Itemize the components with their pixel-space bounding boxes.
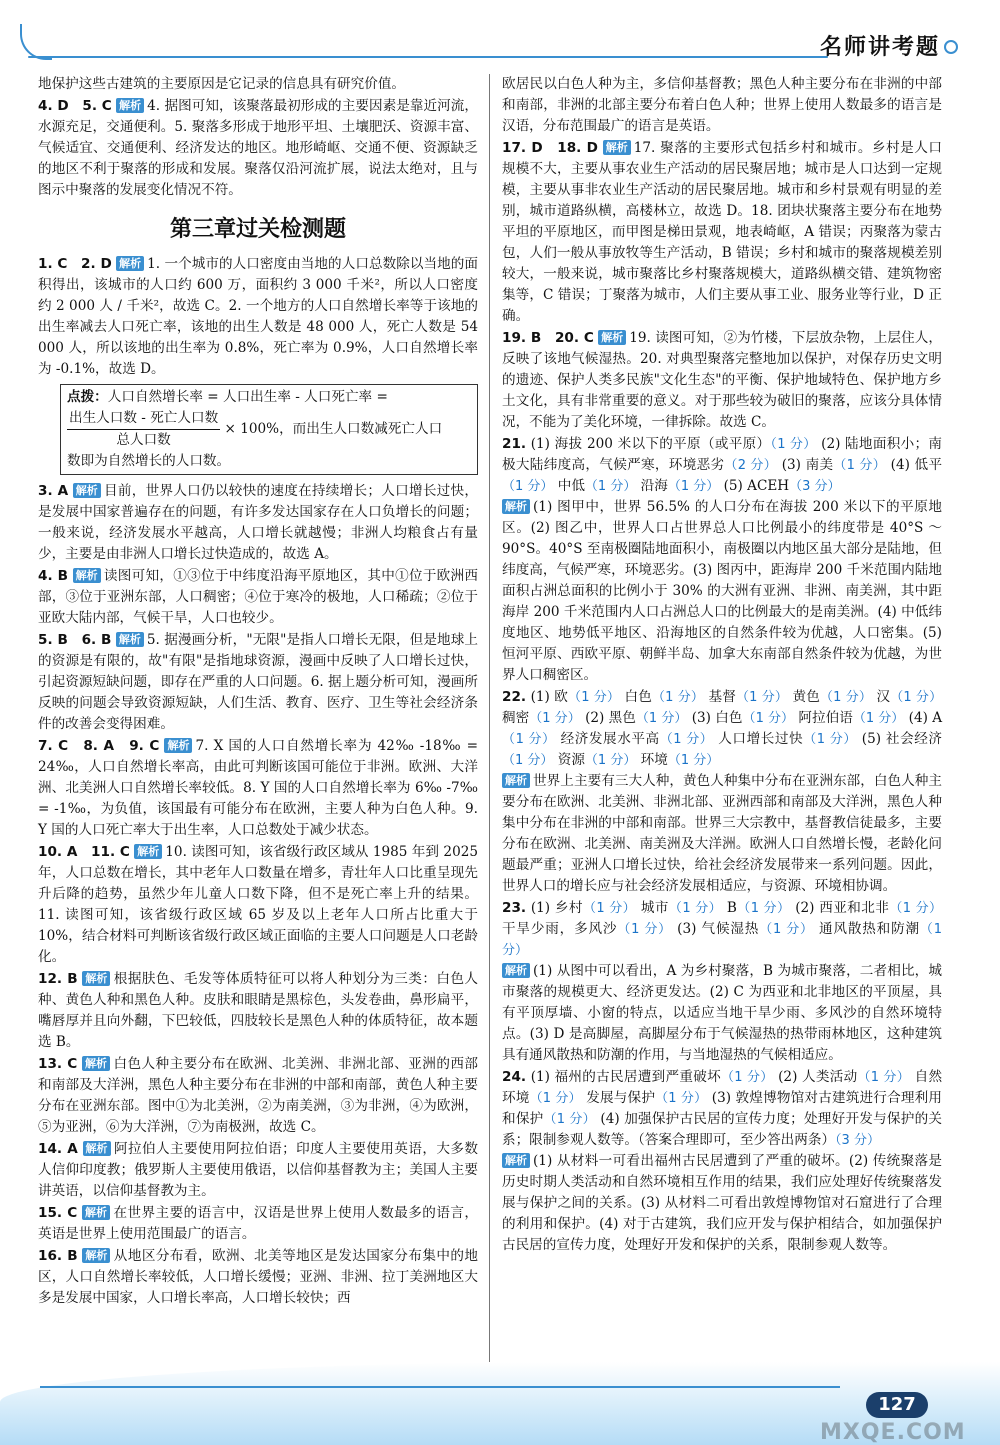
points: （1 分） <box>668 901 723 916</box>
points: （1 分） <box>655 1091 708 1106</box>
answer-text: 10. 读图可知，该省级行政区域从 1985 年到 2025 年，人口总数在增长，其中老年人口数量在增多，青壮年人口比重呈现先升后降的趋势，虽然少年儿童人口数下降，但不是死亡率上升的结果。11. 读图可知，该省级行政区域 65 岁及以上老年人口所占比重大于 10%，结合材料可判断该省级行政区域正面临的主要人口问题是人口老龄化。 <box>38 844 479 965</box>
analysis-tag: 解析 <box>603 140 631 155</box>
ans: (1) 欧 <box>530 689 569 705</box>
answer-19-20 <box>502 328 942 433</box>
points: （1 分） <box>667 479 720 494</box>
answer-4-5 <box>38 96 478 201</box>
analysis-tag: 解析 <box>502 963 530 978</box>
ans: (1) 海拔 200 米以下的平原（或平原） <box>530 436 771 452</box>
brand-title: 名师讲考题 <box>819 35 940 60</box>
ans: 阿拉伯语 <box>798 710 853 726</box>
points: （1 分） <box>667 753 720 768</box>
answer-number: 17. D 18. D <box>502 140 598 156</box>
ans: (2) 西亚和北非 <box>795 900 890 916</box>
ans: 汉 <box>876 689 891 705</box>
section-title: 第三章过关检测题 <box>169 217 346 242</box>
points: （1 分） <box>584 479 637 494</box>
right-intro: 欧居民以白色人种为主，多信仰基督教；黑色人种主要分布在非洲的中部和南部，非洲的北部主要分布着白色人种；世界上使用人数最多的语言是汉语，分布范围最广的语言是英语。 <box>502 76 942 134</box>
analysis-tag: 解析 <box>116 256 144 271</box>
points: （1 分） <box>721 1070 774 1085</box>
ans: 基督 <box>708 689 737 705</box>
analysis-tag: 解析 <box>82 1248 110 1263</box>
answer-13 <box>38 1054 478 1138</box>
analysis-tag: 解析 <box>598 330 626 345</box>
answer-4 <box>38 566 478 629</box>
header-rule <box>28 56 828 58</box>
tip-box <box>60 384 478 475</box>
answer-text: 白色人种主要分布在欧洲、北美洲、非洲北部、亚洲的西部和南部及大洋洲，黑色人种主要分布在非洲的中部和南部，黄色人种主要分布在亚洲东部。图中①为北美洲，②为南美洲，③为非洲，④为欧洲，⑤为亚洲，⑥为大洋洲，⑦为南极洲，故选 C。 <box>38 1056 478 1135</box>
answer-3 <box>38 481 478 565</box>
answer-number: 22. <box>502 689 527 705</box>
ans: (5) ACEH <box>723 478 790 494</box>
ans: 环境 <box>640 752 668 768</box>
points: （1 分） <box>617 922 672 937</box>
ans: 稠密 <box>502 710 530 726</box>
analysis-tag: 解析 <box>82 971 110 986</box>
footer-rule <box>40 1386 840 1388</box>
analysis-tag: 解析 <box>502 1153 530 1168</box>
ans: 城市 <box>640 900 669 916</box>
answer-16 <box>38 1246 478 1309</box>
answer-text: 根据肤色、毛发等体质特征可以将人种划分为三类：白色人种、黄色人种和黑色人种。皮肤和眼睛是黑棕色，头发卷曲，鼻形扁平，嘴唇厚并且向外翻，下巴较低，四肢较长是黑色人种的体质特征，故本题选 B。 <box>38 971 478 1050</box>
points: （1 分） <box>502 753 554 768</box>
answer-text: (1) 从材料一可看出福州古民居遭到了严重的破坏。(2) 传统聚落是历史时期人类活动和自然环境相互作用的结果，我们应处理好传统聚落发展与保护之间的关系。(3) 从材料二可看出敦煌博物馆对石窟进行了合理的利用和保护。(4) 对于古建筑，我们应开发与保护相结合，如加强保护古民居的宣传力度，处理好开发和保护的关系，限制参观人数等。 <box>502 1153 942 1253</box>
left-column <box>38 74 478 1310</box>
answer-number: 5. B 6. B <box>38 632 112 648</box>
tip-line1: 人口自然增长率 = 人口出生率 - 人口死亡率 = <box>107 389 388 405</box>
answer-text: (1) 从图中可以看出，A 为乡村聚落，B 为城市聚落，二者相比，城市聚落的规模更大、经济更发达。(2) C 为西亚和北非地区的平顶屋，具有平顶厚墙、小窗的特点，以适应当地干旱少雨、多风沙的自然环境特点。(3) D 是高脚屋，高脚屋分布于气候湿热的热带雨林地区，这种建筑具有通风散热和防潮的作用，与当地湿热的气候相适应。 <box>502 963 942 1063</box>
points: （1 分） <box>568 690 621 705</box>
points: （1 分） <box>736 901 791 916</box>
points: （3 分） <box>835 1133 880 1148</box>
answer-number: 4. B <box>38 568 68 584</box>
ans: 黄色 <box>792 689 820 705</box>
points: （1 分） <box>529 711 581 726</box>
page-footer <box>0 1362 1000 1445</box>
points: （1 分） <box>736 690 789 705</box>
answer-number: 19. B 20. C <box>502 330 594 346</box>
answer-number: 23. <box>502 900 527 916</box>
ans: (4) 低平 <box>890 457 943 473</box>
points: （1 分） <box>582 901 637 916</box>
page-number: 127 <box>866 1392 928 1418</box>
points: （1 分） <box>502 479 554 494</box>
points: （1 分） <box>584 753 637 768</box>
ans: 干旱少雨，多风沙 <box>502 921 618 937</box>
ans: (2) 黑色 <box>585 710 636 726</box>
answer-1-2 <box>38 254 478 380</box>
tip-after: × 100%，而出生人口数减死亡人口 <box>224 421 443 437</box>
answer-5-6 <box>38 630 478 735</box>
answer-21 <box>502 434 942 686</box>
ans: 白色 <box>624 689 653 705</box>
column-divider <box>489 74 490 1362</box>
answer-text: 世界上主要有三大人种，黄色人种集中分布在亚洲东部，白色人种主要分布在欧洲、北美洲、非洲北部、亚洲西部和南部及大洋洲，黑色人种集中分布在非洲的中部和南部。世界三大宗教中，基督教信徒最多，主要分布在欧洲、北美洲、南美洲及大洋洲。欧洲人口自然增长慢，老龄化问题最严重；亚洲人口增长过快，给社会经济发展带来一系列问题。因此，世界人口的增长应与社会经济发展相适应，与资源、环境相协调。 <box>502 773 942 894</box>
ans: 自然环境 <box>502 1069 943 1106</box>
points: （1 分） <box>890 690 943 705</box>
analysis-tag: 解析 <box>82 1205 110 1220</box>
answer-7-9 <box>38 736 478 841</box>
answer-14 <box>38 1139 478 1202</box>
ans: (4) 加强保护古民居的宣传力度；处理好开发与保护的关系；限制参观人数等。（答案合理即可，至少答出两条） <box>502 1111 943 1148</box>
points: （1 分） <box>770 437 817 452</box>
answer-number: 14. A <box>38 1141 78 1157</box>
ans: B <box>726 900 737 916</box>
points: （1 分） <box>889 901 943 916</box>
points: （1 分） <box>852 711 905 726</box>
analysis-tag: 解析 <box>83 1141 111 1156</box>
answer-text: 目前，世界人口仍以较快的速度在持续增长；人口增长过快，是发展中国家普遍存在的问题，有许多发达国家存在人口负增长的问题；一般来说，经济发展水平越高，人口增长就越慢；非洲人均粮食占有量少，主要是由非洲人口增长过快造成的，故选 A。 <box>38 483 478 562</box>
points: （1 分） <box>820 690 872 705</box>
ans: (2) 陆地面积小；南极大陆纬度高，气候严寒，环境恶劣 <box>502 436 942 473</box>
analysis-tag: 解析 <box>502 773 530 788</box>
ans: (5) 社会经济 <box>861 731 942 747</box>
points: （1 分） <box>635 711 688 726</box>
answer-text: 5. 据漫画分析，"无限"是指人口增长无限，但是地球上的资源是有限的，故"有限"是指地球资源，漫画中反映了人口增长过快，引起资源短缺问题，即存在严重的人口问题。6. 据上题分析可知，漫画所反映的问题会导致资源短缺，人们生活、教育、医疗、卫生等社会经济条件的改善会变得困难。 <box>38 632 479 732</box>
answer-text: 从地区分布看，欧洲、北美等地区是发达国家分布集中的地区，人口自然增长率较低，人口增长缓慢；亚洲、非洲、拉丁美洲地区大多是发展中国家，人口增长率高，人口增长较快；西 <box>38 1248 478 1306</box>
answer-number: 13. C <box>38 1056 78 1072</box>
ans: (3) 敦煌博物馆对古建筑进行合理利用和保护 <box>502 1090 943 1127</box>
answer-number: 7. C 8. A 9. C <box>38 738 160 754</box>
ans: 通风散热和防潮 <box>819 921 920 937</box>
ans: (4) A <box>908 710 943 726</box>
ans: (3) 白色 <box>691 710 743 726</box>
answer-number: 15. C <box>38 1205 78 1221</box>
answer-24 <box>502 1067 942 1256</box>
formula-fraction <box>67 408 220 451</box>
answer-number: 4. D 5. C <box>38 98 112 114</box>
answer-text: 4. 据图可知，该聚落最初形成的主要因素是靠近河流，水源充足，交通便利。5. 聚落多形成于地形平坦、土壤肥沃、资源丰富、气候适宜、交通便利、经济发达的地区。地形崎岖、交通不便、资源缺乏的地区不利于聚落的形成和发展。聚落仅沿河流扩展，说法太绝对，且与图示中聚落的发展变化情况不符。 <box>38 98 478 198</box>
ans: 发展与保护 <box>586 1090 656 1106</box>
points: （1 分） <box>502 732 556 747</box>
answer-number: 16. B <box>38 1248 78 1264</box>
analysis-tag: 解析 <box>502 499 530 514</box>
analysis-tag: 解析 <box>134 844 162 859</box>
answer-17-18 <box>502 138 942 327</box>
answer-10-11 <box>38 842 478 968</box>
points: （1 分） <box>502 922 942 958</box>
analysis-tag: 解析 <box>116 632 144 647</box>
header-curve-decoration <box>20 24 52 60</box>
ans: 中低 <box>557 478 585 494</box>
answer-text: (1) 图甲中，世界 56.5% 的人口分布在海拔 200 米以下的平原地区。(2) 图乙中，世界人口占世界总人口比例最小的纬度带是 40°S ～ 90°S。40°S 至南极圈陆地面积小，南极圈以内地区虽大部分是陆地，但纬度高，气候严寒，环境恶劣。(3) 图丙中，距海岸 200 千米范围内陆地面积占洲总面积的比例小于 30% 的大洲有亚洲、非洲、南美洲，其中距海岸 200 千米范围内人口占洲总人口的比例最大的是南美洲。(4) 中低纬度地区、地势低平地区、沿海地区的自然条件较为优越，人口密集。(5) 恒河平原、西欧平原、朝鲜半岛、加拿大东南部自然条件较为优越，为世界人口稠密区。 <box>502 499 942 683</box>
ans: 人口增长过快 <box>718 731 804 747</box>
fraction-denominator: 总人口数 <box>116 432 171 448</box>
tip-line3: 数即为自然增长的人口数。 <box>67 453 231 469</box>
tip-label: 点拨： <box>67 389 108 405</box>
answer-number: 3. A <box>38 483 69 499</box>
ans: (1) 福州的古民居遭到严重破坏 <box>530 1069 721 1085</box>
fraction-numerator: 出生人口数 - 死亡人口数 <box>67 408 220 430</box>
points: （1 分） <box>543 1112 596 1127</box>
answer-12 <box>38 969 478 1053</box>
answer-text: 1. 一个城市的人口密度由当地的人口总数除以当地的面积得出，该城市的人口约 600 万，面积约 3 000 千米²，所以人口密度约 2 000 人 / 千米²，故选 C。2. 一个地方的人口自然增长率等于该地的出生率减去人口死亡率，该地的出生人数是 48 000 人，死亡人数是 54 000 人，所以该地的出生率为 0.8%，死亡率为 0.9%，人口自然增长率为 -0.1%，故选 D。 <box>38 256 478 377</box>
ans: (3) 气候湿热 <box>677 921 760 937</box>
points: （2 分） <box>724 458 778 473</box>
ans: (2) 人类活动 <box>778 1069 858 1085</box>
page-header <box>0 0 1000 68</box>
ans: 沿海 <box>640 478 668 494</box>
left-intro: 地保护这些古建筑的主要原因是它记录的信息具有研究价值。 <box>38 76 406 92</box>
answer-22 <box>502 687 942 897</box>
answer-text: 在世界主要的语言中，汉语是世界上使用人数最多的语言，英语是世界上使用范围最广的语言。 <box>38 1205 478 1242</box>
answer-text: 7. X 国的人口自然增长率为 42‰ -18‰ = 24‰，人口自然增长率高，由此可判断该国可能位于非洲。欧洲、大洋洲、北美洲人口自然增长率较低。8. Y 国的人口自然增长率为 6‰ -7‰ = -1‰，为负值，该国最有可能分布在欧洲，主要人种为白色人种。9. Y 国的人口死亡率大于出生率，人口总数处于减少状态。 <box>38 738 478 838</box>
ans: (1) 乡村 <box>530 900 583 916</box>
answer-number: 1. C 2. D <box>38 256 112 272</box>
brand-dot-icon <box>944 40 958 54</box>
points: （1 分） <box>833 458 887 473</box>
points: （3 分） <box>789 479 841 494</box>
watermark-logo: MXQE.COM <box>820 1420 966 1445</box>
analysis-tag: 解析 <box>164 738 192 753</box>
points: （1 分） <box>759 922 814 937</box>
answer-15 <box>38 1203 478 1245</box>
answer-text: 阿拉伯人主要使用阿拉伯语；印度人主要使用英语，大多数人信仰印度教；俄罗斯人主要使用俄语，以信仰基督教为主；美国人主要讲英语，以信仰基督教为主。 <box>38 1141 478 1199</box>
points: （1 分） <box>742 711 795 726</box>
points: （1 分） <box>659 732 714 747</box>
answer-number: 10. A 11. C <box>38 844 130 860</box>
answer-number: 24. <box>502 1069 527 1085</box>
answer-number: 21. <box>502 436 527 452</box>
ans: (3) 南美 <box>781 457 834 473</box>
answer-number: 12. B <box>38 971 78 987</box>
analysis-tag: 解析 <box>116 98 144 113</box>
ans: 资源 <box>557 752 585 768</box>
analysis-tag: 解析 <box>82 1056 110 1071</box>
answer-text: 19. 读图可知，②为竹楼，下层放杂物，上层住人，反映了该地气候湿热。20. 对典型聚落完整地加以保护，对保存历史文明的遗迹、保护人类多民族"文化生态"的平衡、保护地域特色、保护地方乡土文化，具有非常重要的意义。对于那些较为破旧的聚落，应该分具体情况，不能为了美化环境，一律拆除。故选 C。 <box>502 330 942 430</box>
answer-23 <box>502 898 942 1066</box>
points: （1 分） <box>529 1091 582 1106</box>
right-column <box>502 74 942 1257</box>
points: （1 分） <box>652 690 705 705</box>
answer-text: 17. 聚落的主要形式包括乡村和城市。乡村是人口规模不大，主要从事农业生产活动的居民聚居地；城市是人口达到一定规模，主要从事非农业生产活动的居民聚居地。城市和乡村景观有明显的差别，城市道路纵横，高楼林立，故选 D。18. 团块状聚落主要分布在地势平坦的平原地区，而甲图是梯田景观，地表崎岖，A 错误；丙聚落为蒙古包，人们一般从事放牧等生产活动，B 错误；乡村和城市的聚落规模差别较大，一般来说，城市聚落比乡村聚落规模大，道路纵横交错、建筑物密集等，C 错误；丁聚落为城市，人们主要从事工业、服务业等行业，D 正确。 <box>502 140 942 324</box>
analysis-tag: 解析 <box>73 483 101 498</box>
points: （1 分） <box>857 1070 910 1085</box>
points: （1 分） <box>803 732 857 747</box>
answer-text: 读图可知，①③位于中纬度沿海平原地区，其中①位于欧洲西部，③位于亚洲东部，人口稠密；④位于寒冷的极地，人口稀疏；②位于亚欧大陆内部，气候干旱，人口也较少。 <box>38 568 479 626</box>
ans: 经济发展水平高 <box>560 731 660 747</box>
analysis-tag: 解析 <box>73 568 101 583</box>
